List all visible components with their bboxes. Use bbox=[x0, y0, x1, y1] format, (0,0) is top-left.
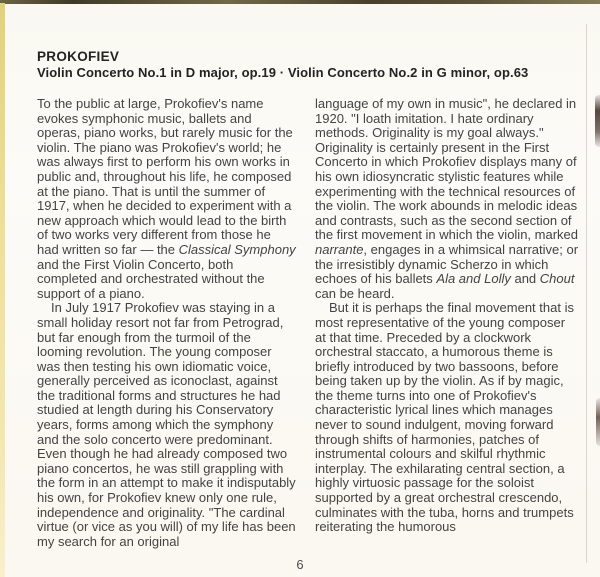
italic-work-title: Ala and Lolly bbox=[436, 271, 511, 287]
italic-work-title: Chout bbox=[539, 271, 575, 287]
text-segment: To the public at large, Prokofiev's name evokes symphonic music, ballets and operas, piano works, but rarely music for the violin. The piano was Prokofiev's world; he was always first to perform his own works in public and, throughout his life, he composed at the piano. That is until the summer of 1917, when he decided to experiment with a new approach which would lead to the birth of two works very different from those he had written so far — the bbox=[37, 96, 293, 257]
text-column-left bbox=[37, 97, 296, 549]
liner-notes bbox=[37, 97, 579, 549]
text-segment: can be heard. bbox=[315, 285, 395, 301]
italic-work-title: Classical Symphony bbox=[178, 241, 296, 257]
paragraph bbox=[315, 97, 579, 301]
page-header bbox=[37, 49, 580, 81]
text-segment: But it is perhaps the final movement that is most representative of the young composer at that time. Preceded by a clockwork orchestral staccato, a humorous theme is briefly introduced by two bassoons, before being taken up by the violin. As if by magic, the theme turns into one of Prokofiev's characteristic lyrical lines which manages never to sound indulgent, moving forward through shifts of harmonies, patches of instrumental colours and skilful rhythmic interplay. The exhilarating central section, a highly virtuosic passage for the soloist supported by a great orchestral crescendo, culminates with the tuba, horns and trumpets reiterating the humorous bbox=[315, 300, 574, 535]
text-column-right bbox=[315, 97, 579, 549]
works-subtitle: Violin Concerto No.1 in D major, op.19 · Violin Concerto No.2 in G minor, op.63 bbox=[37, 65, 529, 80]
scan-fold-line bbox=[586, 24, 587, 563]
text-segment: and bbox=[510, 271, 540, 287]
text-segment: In July 1917 Prokofiev was staying in a small holiday resort not far from Petrograd, but far enough from the turmoil of the looming revolution. The young composer was then testing his own idiomatic voice, generally perceived as iconoclast, against the traditional forms and structures he had studied at length during his Conservatory years, forms among which the symphony and the solo concerto were predominant. Even though he had already composed two piano concertos, he was still grappling with the form in an attempt to make it indisputably his own, for Prokofiev knew only one rule, independence and originality. "The cardinal virtue (or vice as you will) of my life has been my search for an original bbox=[37, 300, 296, 549]
scan-speck bbox=[596, 398, 600, 446]
text-segment: , engages in a whimsical narrative; or the irresistibly dynamic Scherzo in which echoes of his ballets bbox=[315, 241, 579, 287]
composer-title: PROKOFIEV bbox=[37, 49, 120, 64]
paragraph bbox=[37, 97, 296, 301]
scan-speck bbox=[595, 95, 600, 147]
text-segment: and the First Violin Concerto, both completed and orchestrated without the support of a piano. bbox=[37, 256, 265, 301]
italic-work-title: narrante bbox=[315, 241, 364, 257]
paragraph bbox=[37, 301, 296, 549]
paragraph bbox=[315, 301, 579, 535]
scan-left-edge-strip bbox=[0, 3, 5, 577]
page-number: 6 bbox=[296, 557, 304, 572]
scan-top-edge bbox=[0, 0, 600, 4]
text-segment: language of my own in music", he declared in 1920. "I loath imitation. I hate ordinary methods. Originality is my goal always." Originality is certainly present in the First Concerto in which Prokofiev displays many of his own idiosyncratic stylistic features while experimenting with the technical resources of the violin. The work abounds in melodic ideas and contrasts, such as the second section of the first movement in which the violin, marked bbox=[315, 96, 578, 243]
